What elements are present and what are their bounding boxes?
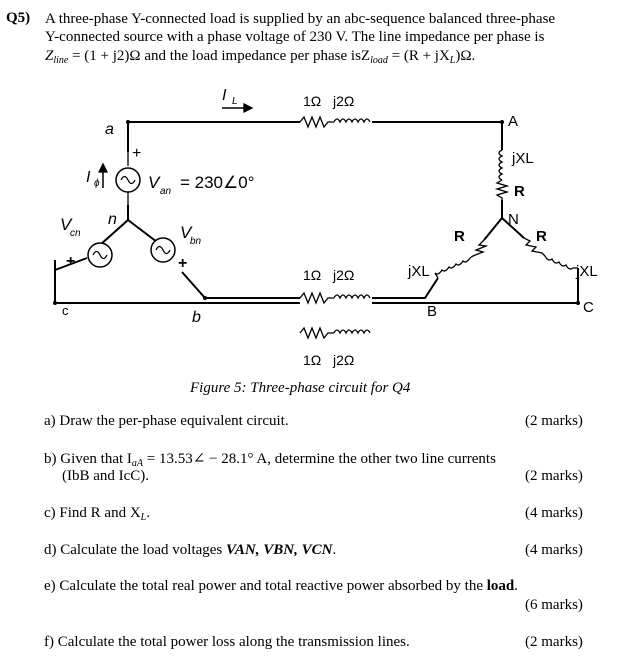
label-top-x: j2Ω: [333, 93, 355, 109]
question-b-sub: aA: [131, 458, 143, 469]
z-symbol: Z: [45, 48, 54, 64]
label-load-a-r: R: [514, 183, 525, 200]
load-a-resistor: [497, 180, 507, 200]
question-b-line2: (IbB and IcC).: [62, 468, 150, 484]
label-node-a: a: [105, 121, 114, 138]
label-node-c: c: [62, 303, 69, 318]
question-e-text: e) Calculate the total real power and total reactive power absorbed by the: [44, 578, 487, 594]
mid-inductor: [334, 295, 370, 298]
load-b-inductor: [435, 258, 470, 274]
intro-line-3-end: )Ω.: [455, 48, 476, 64]
circuit-diagram: [0, 80, 619, 380]
marks-f: (2 marks): [525, 634, 583, 650]
marks-e: (6 marks): [525, 597, 583, 613]
z-load-sub: load: [370, 55, 388, 66]
question-c-sub: L: [140, 512, 147, 523]
label-bot-r: 1Ω: [303, 352, 322, 368]
question-e-tail: .: [514, 578, 518, 594]
label-iphi-sub: ϕ: [94, 178, 100, 189]
wire-source-b: [128, 220, 157, 242]
question-d: [44, 542, 336, 559]
question-b-end: = 13.53∠ − 28.1° A, determine the other two line currents: [143, 451, 496, 467]
intro-line-3-tail: = (R + jX: [391, 48, 450, 64]
label-node-N: N: [508, 211, 519, 228]
label-mid-r: 1Ω: [303, 267, 322, 283]
wire-b-left: [182, 272, 300, 298]
label-node-C: C: [583, 299, 594, 316]
marks-d: (4 marks): [525, 542, 583, 558]
label-plus-b: +: [178, 255, 188, 272]
question-b-start: b) Given that I: [44, 451, 132, 467]
label-load-b-r: R: [454, 228, 465, 245]
marks-b: (2 marks): [525, 468, 583, 484]
intro-line-2: Y-connected source with a phase voltage of 230 V. The line impedance per phase is: [45, 29, 545, 45]
wire-load-b: [484, 218, 502, 240]
question-f: f) Calculate the total power loss along the transmission lines.: [44, 634, 410, 650]
marks-c: (4 marks): [525, 505, 583, 521]
marks-a: (2 marks): [525, 413, 583, 429]
top-resistor: [300, 117, 334, 127]
label-load-a-jxl: jXL: [512, 150, 534, 167]
question-e-bold: load: [486, 578, 515, 594]
intro-line-3: [45, 47, 475, 70]
label-top-r: 1Ω: [303, 93, 322, 109]
label-load-c-r: R: [536, 228, 547, 245]
label-il-sub: L: [232, 96, 238, 107]
label-load-b-jxl: jXL: [408, 263, 430, 280]
question-number: Q5): [6, 10, 31, 26]
intro-line-3-mid: = (1 + j2)Ω and the load impedance per phase isZ: [72, 48, 371, 64]
load-a-inductor: [499, 150, 502, 180]
wire-b-right: [372, 278, 438, 298]
label-van-value: = 230∠0°: [180, 173, 255, 192]
xl-sub: L: [449, 55, 456, 66]
label-bot-x: j2Ω: [333, 352, 355, 368]
label-van-sub: an: [160, 186, 172, 197]
label-il: I: [222, 87, 227, 104]
z-line-sub: line: [53, 55, 69, 66]
question-b: [44, 449, 496, 469]
label-mid-x: j2Ω: [333, 267, 355, 283]
label-load-c-jxl: jXL: [576, 263, 598, 280]
label-node-A: A: [508, 113, 519, 130]
top-inductor: [334, 119, 370, 122]
label-vbn-sub: bn: [190, 236, 202, 247]
question-c-text: c) Find R and X: [44, 505, 141, 521]
question-c: [44, 505, 150, 523]
bottom-resistor: [300, 328, 334, 338]
label-vcn: V: [60, 215, 72, 234]
question-a: a) Draw the per-phase equivalent circuit.: [44, 413, 289, 429]
question-c-tail: .: [146, 505, 150, 521]
label-van: V: [148, 173, 160, 192]
intro-line-1: A three-phase Y-connected load is supplied by an abc-sequence balanced three-phase: [45, 11, 556, 27]
label-iphi: I: [86, 169, 91, 186]
label-vcn-sub: cn: [70, 228, 81, 239]
label-plus-a: +: [132, 145, 142, 162]
question-d-bold: VAN, VBN, VCN: [226, 542, 333, 558]
question-e: [44, 578, 518, 595]
label-node-B: B: [427, 303, 438, 320]
bottom-inductor: [334, 330, 370, 333]
arrow-head-icon: [99, 164, 107, 172]
label-node-n: n: [108, 211, 117, 228]
question-d-text: d) Calculate the load voltages: [44, 542, 227, 558]
label-vbn: V: [180, 223, 192, 242]
mid-resistor: [300, 293, 334, 303]
label-node-b: b: [192, 309, 201, 326]
wire-top-right: [372, 122, 502, 150]
load-c-inductor: [545, 256, 573, 269]
figure-caption: Figure 5: Three-phase circuit for Q4: [190, 380, 411, 396]
arrow-head-icon: [244, 104, 252, 112]
load-b-resistor: [470, 240, 486, 258]
label-plus-c: +: [66, 253, 76, 270]
question-d-tail: .: [332, 542, 337, 558]
